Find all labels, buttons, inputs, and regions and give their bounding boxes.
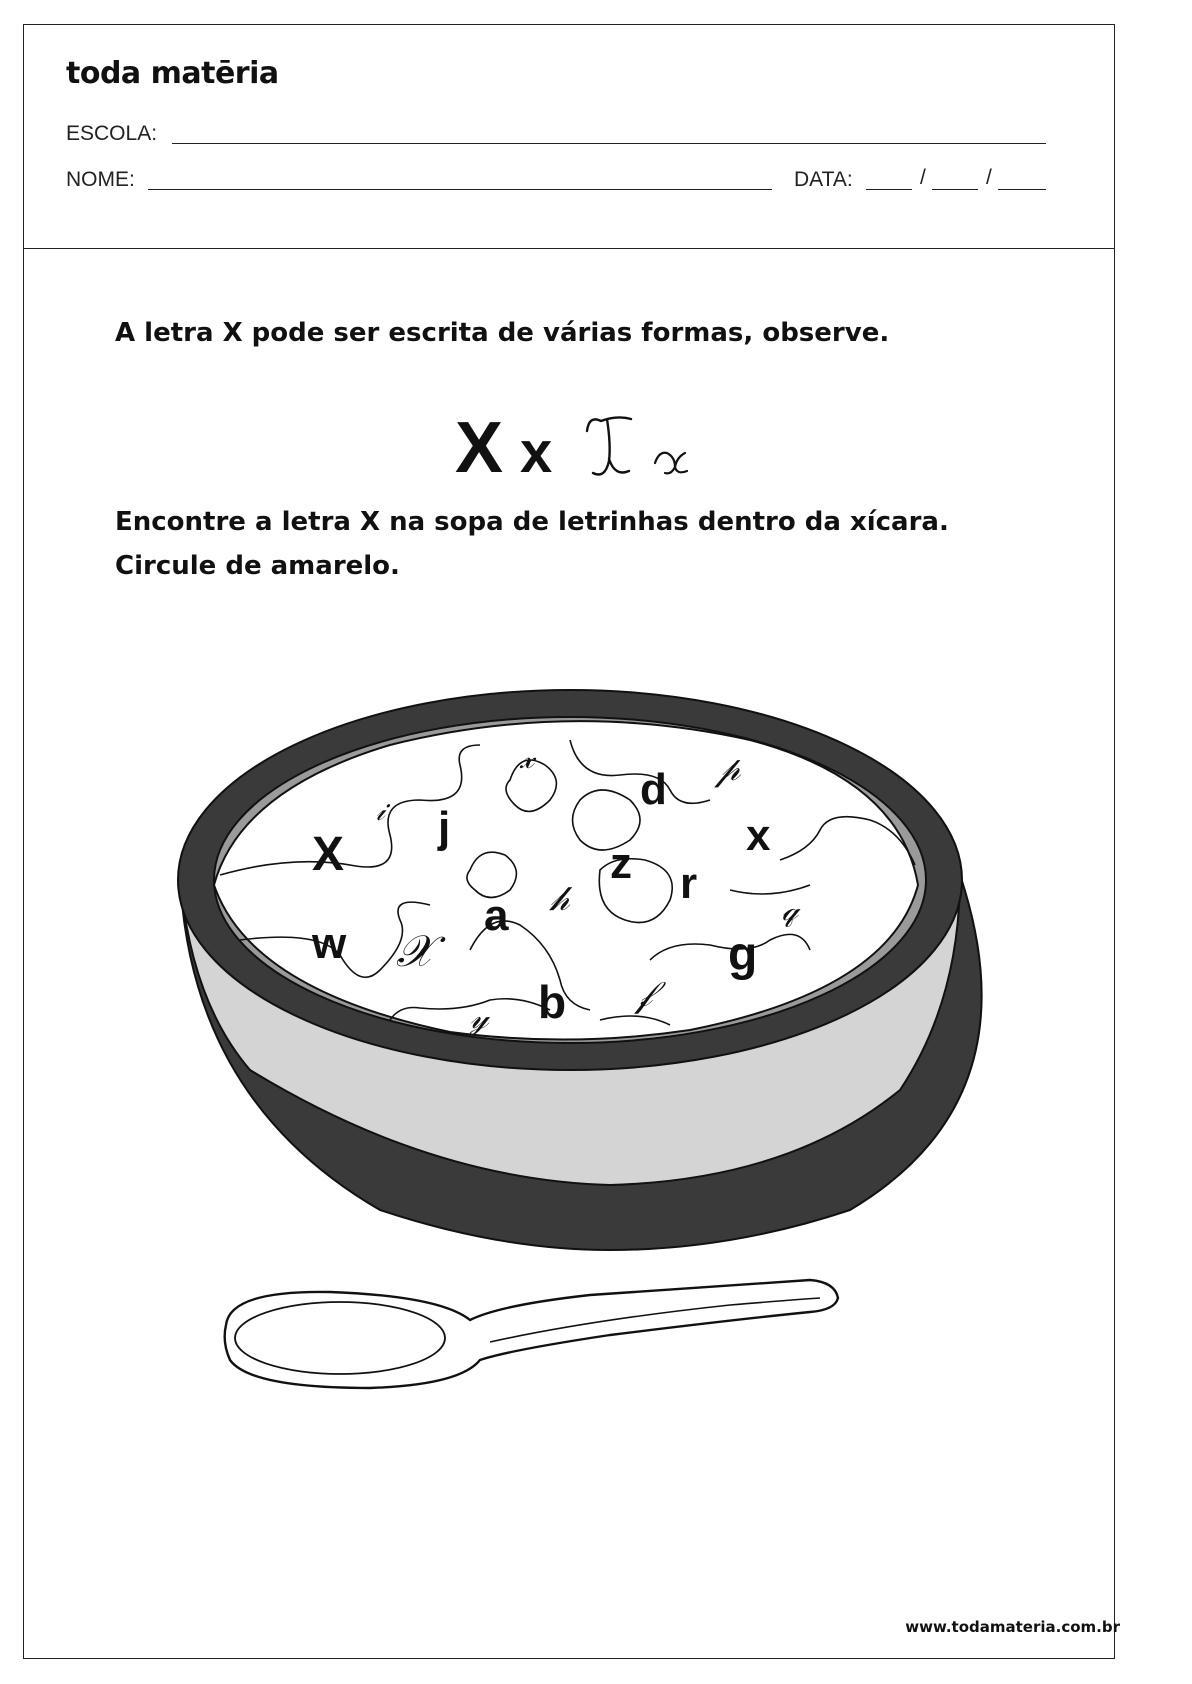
letter-x-forms (455, 405, 795, 505)
soup-letter[interactable]: 𝓆 (782, 890, 799, 928)
brand-logo: toda matēria (66, 56, 279, 91)
letter-form-lower-cursive (655, 453, 687, 474)
letter-form-upper-cursive (587, 417, 631, 474)
soup-letter[interactable]: 𝒾 (376, 794, 386, 827)
footer-url[interactable]: www.todamateria.com.br (905, 1618, 1120, 1636)
soup-letter[interactable]: d (640, 765, 667, 814)
soup-letter[interactable]: 𝓍 (520, 741, 535, 776)
soup-letter[interactable]: 𝒻 (636, 974, 653, 1015)
soup-letter[interactable]: g (728, 928, 758, 981)
soup-letter[interactable]: r (680, 859, 698, 908)
name-field[interactable] (148, 189, 772, 190)
soup-letter[interactable]: 𝓅 (716, 749, 741, 789)
soup-letter[interactable]: 𝓎 (470, 998, 489, 1036)
header-divider (23, 248, 1115, 249)
soup-letter[interactable]: 𝒳 (396, 926, 434, 977)
date-separator: / (986, 166, 992, 189)
school-field[interactable] (172, 143, 1046, 144)
date-separator: / (920, 166, 926, 189)
letter-form-lower-print: x (520, 420, 553, 485)
soup-letter[interactable]: j (438, 803, 451, 852)
school-label: ESCOLA: (66, 122, 158, 145)
soup-letter[interactable]: b (538, 976, 567, 1028)
date-year-field[interactable] (998, 189, 1046, 190)
soup-letter[interactable]: z (610, 839, 632, 888)
date-month-field[interactable] (932, 189, 978, 190)
task-instruction: Encontre a letra X na sopa de letrinhas dentro da xícara. Circule de amarelo. (115, 507, 949, 581)
letter-form-upper-print: X (455, 408, 504, 488)
name-label: NOME: (66, 168, 135, 191)
date-label: DATA: (794, 168, 853, 191)
soup-letter[interactable]: a (484, 891, 509, 940)
soup-letter[interactable]: 𝒽 (550, 879, 570, 919)
date-day-field[interactable] (866, 189, 912, 190)
spoon (225, 1280, 838, 1388)
soup-bowl-illustration (170, 670, 1050, 1530)
soup-letter[interactable]: w (312, 919, 347, 968)
soup-letter[interactable]: x (746, 811, 771, 860)
intro-instruction: A letra X pode ser escrita de várias formas, observe. (115, 318, 890, 348)
soup-letter[interactable]: X (312, 828, 345, 881)
